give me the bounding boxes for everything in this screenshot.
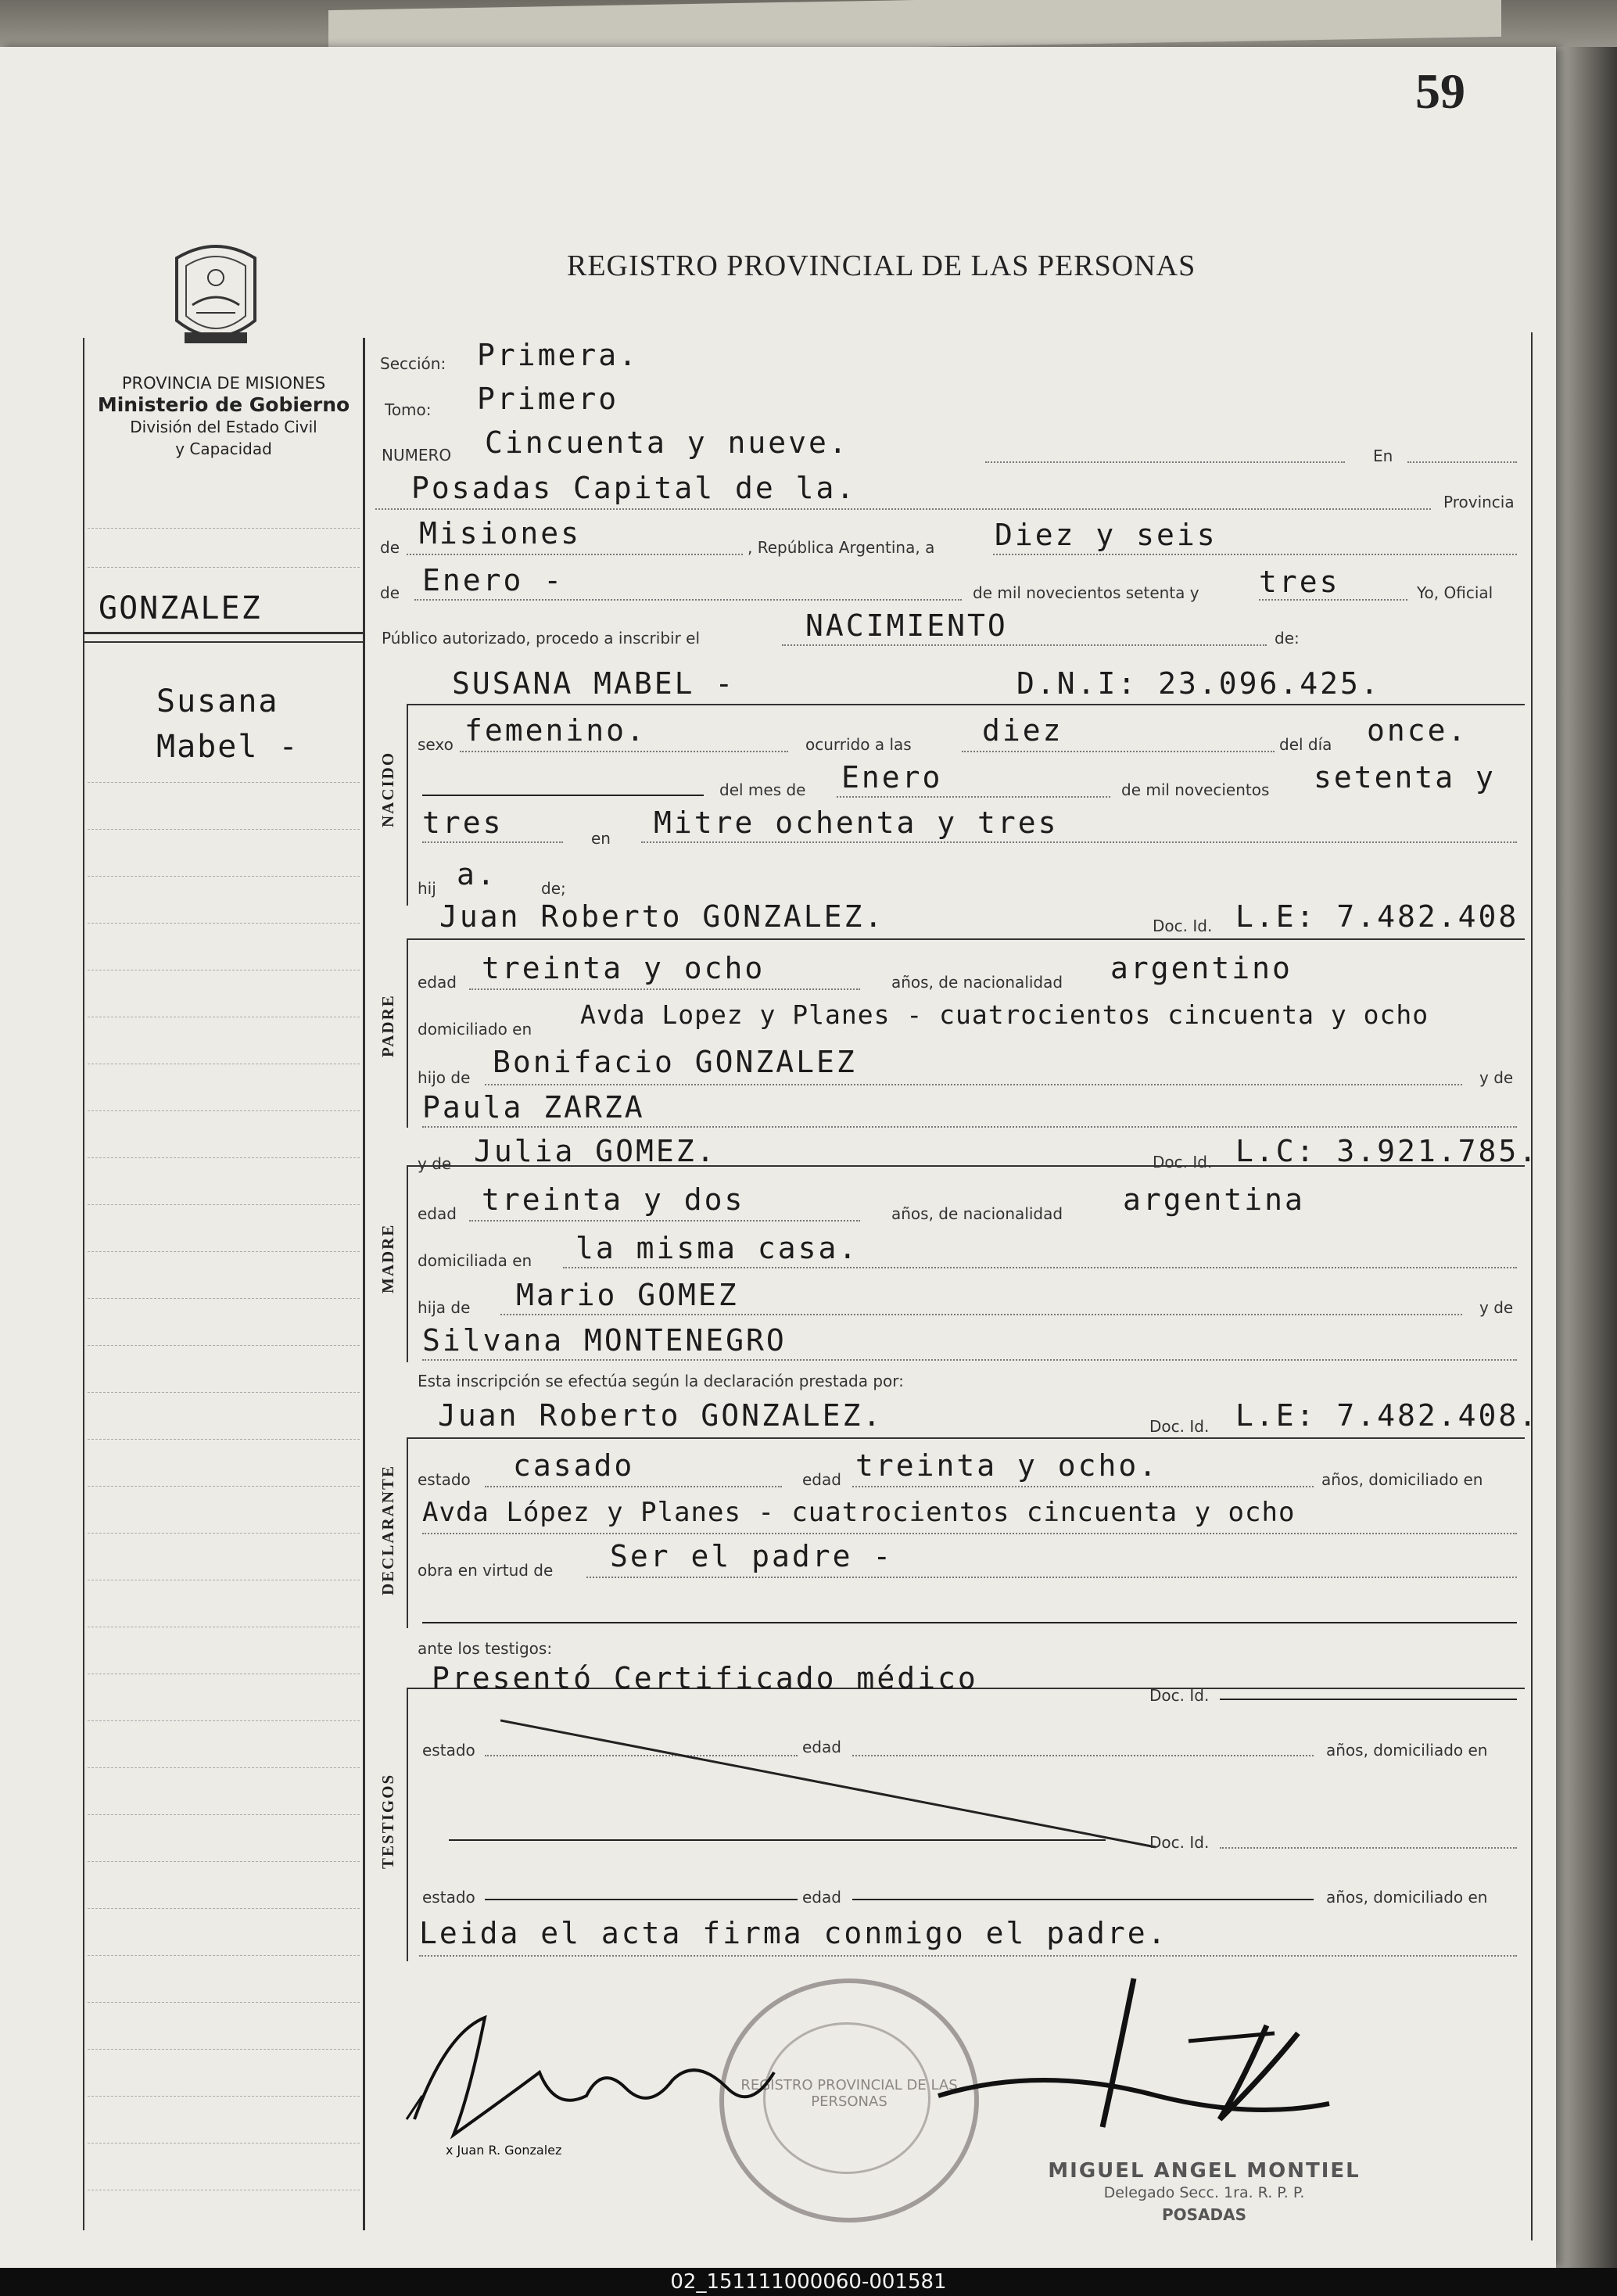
de-label-3: de: bbox=[1275, 629, 1300, 648]
mother-y-de-label: y de bbox=[418, 1154, 452, 1173]
province-name: PROVINCIA DE MISIONES bbox=[121, 374, 326, 393]
provincia-label: Provincia bbox=[1443, 493, 1515, 511]
mes-label: del mes de bbox=[719, 780, 806, 799]
father-doc-value: L.E: 7.482.408 bbox=[1235, 899, 1519, 934]
mother-nac-value: argentina bbox=[1123, 1182, 1305, 1217]
father-edad-label: edad bbox=[418, 973, 457, 992]
maternal-grandmother-dotline bbox=[422, 1359, 1517, 1361]
padre-top-rule bbox=[407, 938, 1525, 940]
de-semicolon-label: de; bbox=[541, 879, 566, 898]
surname-underline bbox=[83, 632, 363, 634]
sidebar-rule bbox=[88, 1861, 360, 1862]
mother-dom-value: la misma casa. bbox=[575, 1231, 859, 1265]
closing-note: Leida el acta firma conmigo el padre. bbox=[419, 1916, 1168, 1950]
testigos-label: TESTIGOS bbox=[378, 1773, 397, 1869]
month-dotline bbox=[414, 599, 962, 601]
sidebar-rule bbox=[88, 782, 360, 783]
hij-value: a. bbox=[457, 857, 497, 891]
sidebar-rule bbox=[88, 1486, 360, 1487]
witness-estado-label-1: estado bbox=[422, 1741, 475, 1760]
publico-label: Público autorizado, procedo a inscribir el bbox=[382, 629, 701, 648]
province-seal-icon bbox=[161, 235, 271, 360]
witness-name-line-2 bbox=[449, 1839, 1106, 1841]
page-number: 59 bbox=[1415, 63, 1465, 119]
declarante-blank-line bbox=[422, 1622, 1517, 1623]
place-value: Posadas Capital de la. bbox=[411, 471, 857, 505]
mother-nac-label: años, de nacionalidad bbox=[891, 1204, 1063, 1223]
sidebar-rule bbox=[88, 1157, 360, 1158]
witness-value: Presentó Certificado médico bbox=[432, 1661, 978, 1695]
declarant-doc-value: L.E: 7.482.408. bbox=[1235, 1398, 1540, 1433]
year-dotline bbox=[1259, 599, 1407, 601]
official-block bbox=[1040, 2160, 1368, 2226]
mother-y-de-label-2: y de bbox=[1479, 1298, 1514, 1317]
year-value: tres bbox=[1259, 565, 1340, 599]
sidebar-rule bbox=[88, 1298, 360, 1299]
padre-bracket bbox=[407, 938, 408, 1128]
nacido-bracket bbox=[407, 704, 408, 906]
sexo-dotline bbox=[460, 751, 788, 752]
stamp-text: REGISTRO PROVINCIAL DE LAS PERSONAS bbox=[740, 2077, 958, 2110]
ministry-name: Ministerio de Gobierno bbox=[97, 393, 350, 416]
sidebar-given-name-1: Susana bbox=[156, 683, 279, 719]
act-value: NACIMIENTO bbox=[805, 608, 1008, 643]
father-nac-value: argentino bbox=[1110, 951, 1293, 985]
yo-oficial-label: Yo, Oficial bbox=[1417, 583, 1493, 602]
declarant-dom-value: Avda López y Planes - cuatrocientos cincuenta y ocho bbox=[422, 1497, 1296, 1528]
sidebar-rule bbox=[88, 528, 360, 529]
padre-label: PADRE bbox=[378, 994, 397, 1057]
father-y-de-label: y de bbox=[1479, 1068, 1514, 1087]
sidebar-rule bbox=[88, 1392, 360, 1393]
hour-dotline bbox=[962, 751, 1275, 752]
witness-strike-line bbox=[500, 1717, 1157, 1850]
mother-edad-value: treinta y dos bbox=[482, 1182, 745, 1217]
father-dom-value: Avda Lopez y Planes - cuatrocientos cincuenta y ocho bbox=[580, 999, 1429, 1030]
sidebar-rule bbox=[88, 923, 360, 924]
maternal-grandfather-value: Mario GOMEZ bbox=[516, 1278, 739, 1312]
grandmother-dotline bbox=[422, 1126, 1517, 1128]
page-right-rule bbox=[1531, 332, 1533, 2240]
witness-doc-label-2: Doc. Id. bbox=[1149, 1833, 1210, 1852]
sidebar-rule bbox=[88, 1814, 360, 1815]
mother-edad-label: edad bbox=[418, 1204, 457, 1223]
tomo-label: Tomo: bbox=[385, 400, 432, 419]
witness-estado-line-2 bbox=[485, 1899, 798, 1900]
sexo-value: femenino. bbox=[464, 713, 647, 748]
sidebar-rule bbox=[88, 2002, 360, 2003]
mes-value: Enero bbox=[841, 760, 943, 795]
father-hijo-label: hijo de bbox=[418, 1068, 471, 1087]
act-dotline bbox=[782, 644, 1267, 646]
child-dni-value: D.N.I: 23.096.425. bbox=[1016, 666, 1381, 701]
numero-label: NUMERO bbox=[382, 446, 452, 465]
declarant-dom-dotline bbox=[422, 1533, 1517, 1534]
page-edge bbox=[1556, 47, 1617, 2268]
sidebar-given-names bbox=[156, 679, 299, 770]
witness-doc-line-1 bbox=[1220, 1699, 1517, 1700]
numero-value: Cincuenta y nueve. bbox=[485, 425, 849, 460]
officer-signature bbox=[923, 1963, 1361, 2166]
sidebar-surname: GONZALEZ bbox=[99, 590, 262, 626]
sidebar-given-name-2: Mabel - bbox=[156, 729, 299, 765]
sidebar-rule bbox=[88, 1720, 360, 1721]
de-label-1: de bbox=[380, 538, 400, 557]
day-value: Diez y seis bbox=[995, 518, 1217, 552]
official-city: POSADAS bbox=[1161, 2205, 1247, 2224]
witness-estado-label-2: estado bbox=[422, 1888, 475, 1907]
father-edad-value: treinta y ocho bbox=[482, 951, 765, 985]
sidebar-rule bbox=[88, 1955, 360, 1956]
birth-place-value: Mitre ochenta y tres bbox=[654, 805, 1059, 840]
tomo-value: Primero bbox=[477, 382, 619, 416]
declarant-edad-label: edad bbox=[802, 1470, 841, 1489]
maternal-grandmother-value: Silvana MONTENEGRO bbox=[422, 1323, 787, 1358]
issuer-block bbox=[83, 372, 364, 460]
division-line-1: División del Estado Civil bbox=[130, 418, 317, 436]
sidebar-right-rule bbox=[363, 338, 365, 2230]
sexo-label: sexo bbox=[418, 735, 454, 754]
hij-label: hij bbox=[418, 879, 436, 898]
month-value: Enero - bbox=[422, 563, 565, 597]
paternal-grandfather-value: Bonifacio GONZALEZ bbox=[493, 1045, 857, 1079]
birth-year-value: setenta y bbox=[1314, 760, 1496, 795]
declarant-signature bbox=[399, 2002, 790, 2158]
seccion-label: Sección: bbox=[380, 354, 446, 373]
sidebar-rule bbox=[88, 1345, 360, 1346]
year-label: de mil novecientos setenta y bbox=[973, 583, 1199, 602]
closing-dotline bbox=[419, 1955, 1517, 1957]
sidebar-rule bbox=[88, 1908, 360, 1909]
hour-value: diez bbox=[982, 713, 1063, 748]
sidebar-rule bbox=[88, 1767, 360, 1768]
declarant-estado-label: estado bbox=[418, 1470, 471, 1489]
declarante-label: DECLARANTE bbox=[378, 1464, 397, 1595]
day-dotline bbox=[993, 554, 1517, 555]
father-doc-label: Doc. Id. bbox=[1153, 917, 1213, 935]
sidebar-rule bbox=[88, 1439, 360, 1440]
declarant-doc-label: Doc. Id. bbox=[1149, 1417, 1210, 1436]
witness-edad-line-2 bbox=[852, 1899, 1314, 1900]
ocurrido-label: ocurrido a las bbox=[805, 735, 912, 754]
declarante-intro-label: Esta inscripción se efectúa según la declaración prestada por: bbox=[418, 1372, 904, 1390]
mil-label: de mil novecientos bbox=[1121, 780, 1270, 799]
witness-dom-label-2: años, domiciliado en bbox=[1326, 1888, 1488, 1907]
madre-label: MADRE bbox=[378, 1223, 397, 1293]
witness-doc-dotline-2 bbox=[1220, 1847, 1517, 1849]
sidebar-rule bbox=[88, 1110, 360, 1111]
nacido-top-rule bbox=[407, 704, 1525, 705]
grandfather-dotline bbox=[485, 1084, 1462, 1085]
nacido-label: NACIDO bbox=[378, 751, 397, 827]
father-dom-label: domiciliado en bbox=[418, 1020, 532, 1039]
testigos-bracket bbox=[407, 1688, 408, 1961]
republica-label: , República Argentina, a bbox=[748, 538, 935, 557]
sidebar-rule bbox=[88, 1533, 360, 1534]
declarant-edad-value: treinta y ocho. bbox=[855, 1448, 1160, 1483]
mes-dotline bbox=[837, 796, 1110, 798]
sidebar-divider bbox=[83, 641, 363, 643]
maternal-grandfather-dotline bbox=[500, 1314, 1462, 1315]
sidebar-rule bbox=[88, 1204, 360, 1205]
witness-edad-label-2: edad bbox=[802, 1888, 841, 1907]
father-name-value: Juan Roberto GONZALEZ. bbox=[439, 899, 885, 934]
mother-dom-label: domiciliada en bbox=[418, 1251, 532, 1270]
father-edad-dotline bbox=[469, 988, 860, 990]
witness-dom-label-1: años, domiciliado en bbox=[1326, 1741, 1488, 1760]
de-label-2: de bbox=[380, 583, 400, 602]
official-name: MIGUEL ANGEL MONTIEL bbox=[1048, 2159, 1361, 2183]
declarant-dom-label: años, domiciliado en bbox=[1321, 1470, 1483, 1489]
division-line-2: y Capacidad bbox=[175, 439, 272, 458]
mes-blank-line bbox=[422, 795, 704, 796]
place-dotline bbox=[375, 508, 1431, 510]
mother-doc-value: L.C: 3.921.785. bbox=[1235, 1134, 1540, 1168]
register-title: REGISTRO PROVINCIAL DE LAS PERSONAS bbox=[567, 249, 1196, 282]
testigos-intro-label: ante los testigos: bbox=[418, 1639, 553, 1658]
sidebar-rule bbox=[88, 2096, 360, 2097]
declarant-name-value: Juan Roberto GONZALEZ. bbox=[438, 1398, 884, 1433]
father-nac-label: años, de nacionalidad bbox=[891, 973, 1063, 992]
madre-bracket bbox=[407, 1165, 408, 1362]
sidebar-rule bbox=[88, 829, 360, 830]
province-value: Misiones bbox=[419, 516, 582, 551]
declarante-top-rule bbox=[407, 1437, 1525, 1439]
official-role: Delegado Secc. 1ra. R. P. P. bbox=[1103, 2184, 1305, 2201]
en-label: En bbox=[1373, 447, 1393, 465]
en-dotline bbox=[1407, 461, 1517, 463]
footer-id: 02_151111000060-001581 bbox=[0, 2268, 1617, 2296]
numero-dotline bbox=[985, 461, 1345, 463]
child-name-value: SUSANA MABEL - bbox=[452, 666, 736, 701]
declarant-signature-text: x Juan R. Gonzalez bbox=[446, 2143, 562, 2158]
witness-edad-label-1: edad bbox=[802, 1738, 841, 1756]
sidebar-left-rule bbox=[83, 338, 84, 2230]
sidebar-rule bbox=[88, 2049, 360, 2050]
declarant-edad-dotline bbox=[852, 1486, 1314, 1487]
declarant-estado-value: casado bbox=[513, 1448, 635, 1483]
place2-dotline bbox=[641, 841, 1517, 843]
declarante-bracket bbox=[407, 1437, 408, 1628]
mother-dom-dotline bbox=[563, 1267, 1517, 1268]
mother-edad-dotline bbox=[469, 1220, 860, 1222]
mother-hija-label: hija de bbox=[418, 1298, 471, 1317]
mother-doc-label: Doc. Id. bbox=[1153, 1153, 1213, 1171]
dia-value: once. bbox=[1367, 713, 1468, 748]
obra-label: obra en virtud de bbox=[418, 1561, 554, 1580]
obra-value: Ser el padre - bbox=[610, 1539, 894, 1573]
paternal-grandmother-value: Paula ZARZA bbox=[422, 1090, 645, 1125]
declarant-estado-dotline bbox=[485, 1486, 782, 1487]
sidebar-rule bbox=[88, 1251, 360, 1252]
year2-dotline bbox=[422, 841, 563, 843]
sidebar-rule bbox=[88, 2143, 360, 2144]
obra-dotline bbox=[586, 1577, 1517, 1578]
sidebar-rule bbox=[88, 876, 360, 877]
en-place-label: en bbox=[591, 829, 611, 848]
birth-year-value-2: tres bbox=[422, 805, 504, 840]
sidebar-rule bbox=[88, 567, 360, 568]
mother-name-value: Julia GOMEZ. bbox=[474, 1134, 717, 1168]
province-dotline bbox=[407, 554, 743, 555]
witness-doc-label-1: Doc. Id. bbox=[1149, 1686, 1210, 1705]
dia-label: del día bbox=[1279, 735, 1332, 754]
seccion-value: Primera. bbox=[477, 338, 640, 372]
